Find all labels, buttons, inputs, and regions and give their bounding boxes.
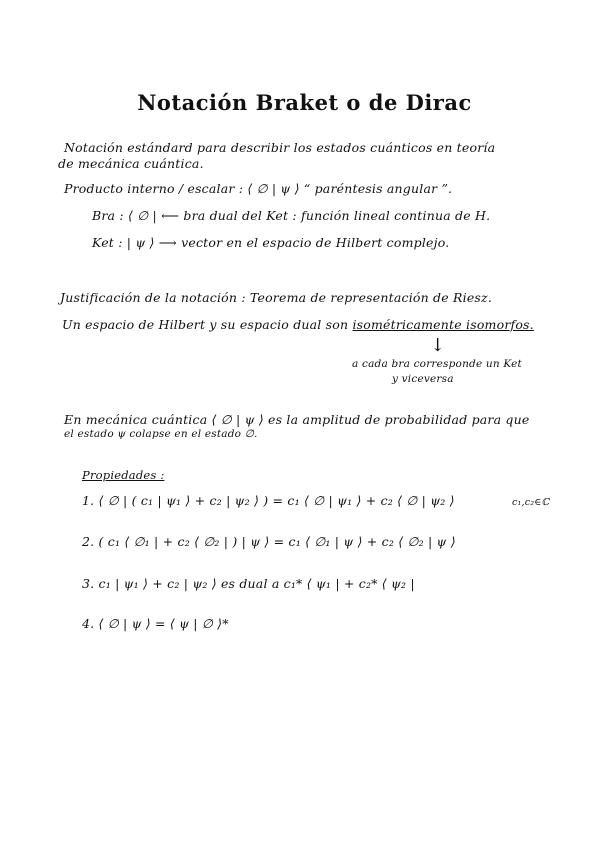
intro-line-1: Notación estándard para describir los estados cuánticos en teoría: [64, 140, 496, 155]
down-arrow-icon: ↓: [430, 335, 446, 356]
property-side-note: c₁,c₂∈ℂ: [512, 497, 550, 508]
property-2: 2. ( c₁ ⟨ ∅₁ | + c₂ ⟨ ∅₂ | ) | ψ ⟩ = c₁ ⟨ ∅₁ | ψ ⟩ + c₂ ⟨ ∅₂ | ψ ⟩: [82, 534, 456, 549]
intro-line-2: de mecánica cuántica.: [58, 156, 204, 171]
hilbert-line: [62, 317, 534, 332]
property-3: 3. c₁ | ψ₁ ⟩ + c₂ | ψ₂ ⟩ es dual a c₁* ⟨ ψ₁ | + c₂* ⟨ ψ₂ |: [82, 576, 415, 591]
inner-product-line: Producto interno / escalar : ⟨ ∅ | ψ ⟩ “ paréntesis angular ”.: [64, 181, 453, 196]
property-4: 4. ⟨ ∅ | ψ ⟩ = ⟨ ψ | ∅ ⟩*: [82, 616, 229, 631]
bra-line: Bra : ⟨ ∅ | ⟵ bra dual del Ket : función lineal continua de H.: [92, 208, 491, 223]
hilbert-prefix: Un espacio de Hilbert y su espacio dual son: [62, 317, 349, 332]
hilbert-underlined: isométricamente isomorfos.: [352, 317, 534, 332]
probability-line-1: En mecánica cuántica ⟨ ∅ | ψ ⟩ es la amplitud de probabilidad para que: [64, 412, 530, 427]
page-title: Notación Braket o de Dirac: [137, 90, 472, 115]
justification-line: Justificación de la notación : Teorema de representación de Riesz.: [60, 290, 493, 305]
properties-heading: Propiedades :: [82, 468, 165, 482]
property-1: 1. ⟨ ∅ | ( c₁ | ψ₁ ⟩ + c₂ | ψ₂ ⟩ ) = c₁ ⟨ ∅ | ψ₁ ⟩ + c₂ ⟨ ∅ | ψ₂ ⟩: [82, 493, 455, 508]
ket-line: Ket : | ψ ⟩ ⟶ vector en el espacio de Hilbert complejo.: [92, 235, 450, 250]
probability-line-2: el estado ψ colapse en el estado ∅.: [64, 428, 258, 440]
arrow-note-line-1: a cada bra corresponde un Ket: [352, 358, 522, 370]
arrow-note-line-2: y viceversa: [392, 373, 454, 385]
